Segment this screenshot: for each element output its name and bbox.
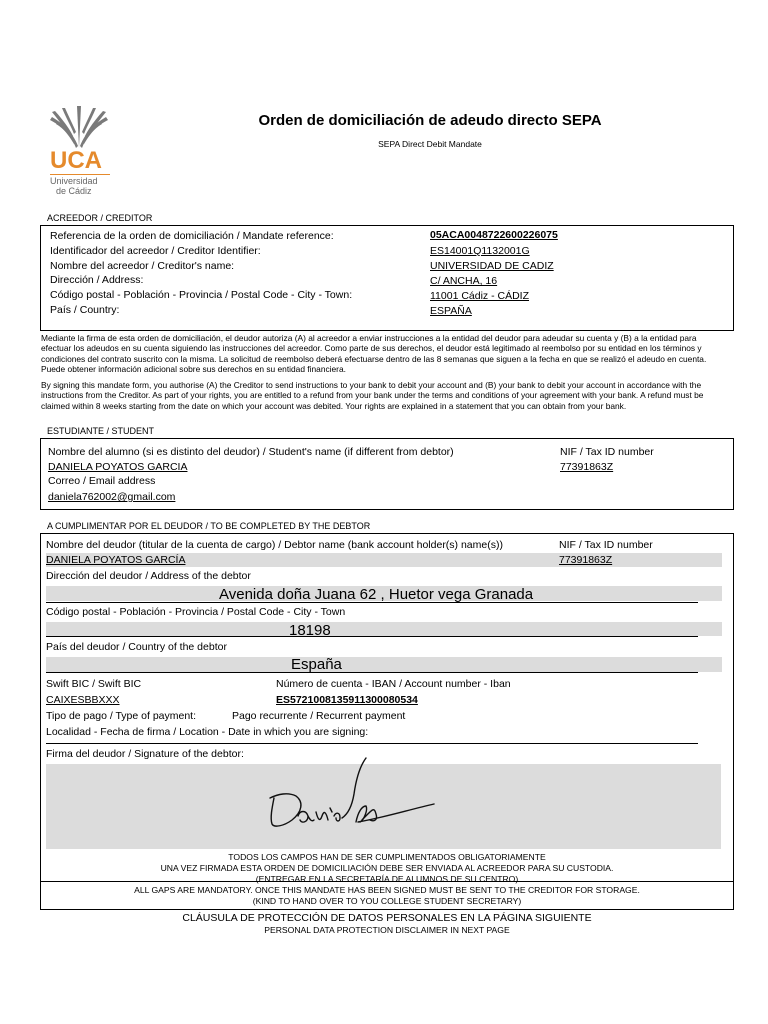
debtor-nif-label: NIF / Tax ID number (559, 539, 653, 551)
payment-type-label: Tipo de pago / Type of payment: (46, 710, 197, 722)
debtor-postal-label: Código postal - Población - Provincia / Postal Code - City - Town (46, 606, 346, 618)
creditor-address-label: Dirección / Address: (50, 274, 144, 286)
legal-text-es: Mediante la firma de esta orden de domiciliación, el deudor autoriza (A) al acreedor a enviar instrucciones a la entidad del deudor para adeudar su cuenta y (B) a la entidad para efectuar los adeudos en su cuenta siguiendo las instrucciones del acreedor. Como parte de sus derechos, el deudor está legitimado al reembolso por su entidad en los términos y condiciones del contrato suscrito con la misma. La solicitud de reembolso deberá efectuarse dentro de las 8 semanas que siguen a la fecha en que se realizó el adeudo en cuenta. Puede obtener información adicional sobre sus derechos en su entidad financiera. (41, 333, 707, 375)
signing-location-line (46, 743, 698, 744)
signing-location-label: Localidad - Fecha de firma / Location - Date in which you are signing: (46, 726, 369, 738)
footer-line-4: ALL GAPS ARE MANDATORY. ONCE THIS MANDATE HAS BEEN SIGNED MUST BE SENT TO THE CREDITOR FOR STORAGE. (134, 885, 640, 895)
page-subtitle: SEPA Direct Debit Mandate (378, 139, 482, 149)
iban-value[interactable]: ES5721008135911300080534 (276, 694, 418, 706)
mandate-reference-value: 05ACA0048722600226075 (430, 229, 558, 241)
debtor-country-field-bg (46, 657, 722, 672)
debtor-country-value[interactable]: España (291, 656, 342, 673)
debtor-postal-field-bg (46, 622, 722, 636)
student-nif-value: 77391863Z (560, 461, 614, 473)
debtor-postal-value[interactable]: 18198 (289, 622, 331, 639)
footer-line-2: UNA VEZ FIRMADA ESTA ORDEN DE DOMICILIACIÓN DEBE SER ENVIADA AL ACREEDOR PARA SU CUSTODIA. (160, 863, 614, 873)
debtor-postal-line (46, 636, 698, 637)
logo-text: UCA (50, 147, 102, 174)
swift-bic-label: Swift BIC / Swift BIC (46, 678, 142, 690)
creditor-postal-value: 11001 Cádiz - CÁDIZ (430, 290, 530, 302)
debtor-name-label: Nombre del deudor (titular de la cuenta de cargo) / Debtor name (bank account holder(s) name(s)) (46, 539, 503, 551)
debtor-country-label: País del deudor / Country of the debtor (46, 641, 227, 653)
data-protection-clause: CLÁUSULA DE PROTECCIÓN DE DATOS PERSONALES EN LA PÁGINA SIGUIENTE (182, 912, 592, 924)
student-name-value: DANIELA POYATOS GARCIA (48, 461, 188, 473)
creditor-name-label: Nombre del acreedor / Creditor's name: (50, 260, 235, 272)
debtor-address-value[interactable]: Avenida doña Juana 62 , Huetor vega Granada (219, 586, 534, 603)
student-nif-label: NIF / Tax ID number (560, 446, 654, 458)
logo-divider (50, 174, 110, 175)
creditor-identifier-value: ES14001Q1132001G (430, 245, 530, 257)
footer-line-3: (ENTREGAR EN LA SECRETARÍA DE ALUMNOS DE SU CENTRO) (255, 874, 519, 884)
creditor-name-value: UNIVERSIDAD DE CADIZ (430, 260, 554, 272)
payment-type-value: Pago recurrente / Recurrent payment (232, 710, 406, 722)
debtor-nif-value[interactable]: 77391863Z (559, 554, 613, 566)
swift-bic-value[interactable]: CAIXESBBXXX (46, 694, 120, 706)
iban-label: Número de cuenta - IBAN / Account number - Iban (276, 678, 511, 690)
creditor-identifier-label: Identificador del acreedor / Creditor Identifier: (50, 245, 261, 257)
page-title: Orden de domiciliación de adeudo directo SEPA (258, 112, 602, 129)
student-email-label: Correo / Email address (48, 475, 156, 487)
student-section-label: ESTUDIANTE / STUDENT (47, 426, 155, 436)
footer-box (40, 848, 734, 910)
creditor-country-value: ESPAÑA (430, 305, 472, 317)
debtor-address-label: Dirección del deudor / Address of the debtor (46, 570, 251, 582)
logo-subtitle-2: de Cádiz (56, 186, 92, 196)
logo-subtitle-1: Universidad (50, 176, 98, 186)
creditor-postal-label: Código postal - Población - Provincia / Postal Code - City - Town: (50, 289, 353, 301)
student-email-value: daniela762002@gmail.com (48, 491, 176, 503)
data-protection-subtitle: PERSONAL DATA PROTECTION DISCLAIMER IN NEXT PAGE (264, 925, 510, 935)
debtor-section-label: A CUMPLIMENTAR POR EL DEUDOR / TO BE COMPLETED BY THE DEBTOR (47, 521, 371, 531)
handwritten-signature (262, 750, 442, 840)
legal-text-en: By signing this mandate form, you authorise (A) the Creditor to send instructions to your bank to debit your account and (B) your bank to debit your account in accordance with the instructions from the Creditor. As part of your rights, you are entitled to a refund from your bank under the terms and conditions of your agreement with your bank. A refund must be claimed within 8 weeks starting from the date on which your account was debited. Your rights are explained in a statement that you can obtain from your bank. (41, 380, 704, 411)
signature-label: Firma del deudor / Signature of the debtor: (46, 748, 244, 760)
creditor-country-label: País / Country: (50, 304, 120, 316)
creditor-section-label: ACREEDOR / CREDITOR (47, 213, 153, 223)
uca-logo (40, 104, 120, 198)
footer-line-1: TODOS LOS CAMPOS HAN DE SER CUMPLIMENTADOS OBLIGATORIAMENTE (228, 852, 546, 862)
footer-line-5: (KIND TO HAND OVER TO YOU COLLEGE STUDENT SECRETARY) (252, 896, 522, 906)
creditor-address-value: C/ ANCHA, 16 (430, 275, 498, 287)
uca-emblem-icon (46, 104, 112, 150)
student-name-label: Nombre del alumno (si es distinto del deudor) / Student's name (if different from debtor) (48, 446, 454, 458)
debtor-name-value[interactable]: DANIELA POYATOS GARCÍA (46, 554, 186, 566)
debtor-country-line (46, 672, 698, 673)
mandate-reference-label: Referencia de la orden de domiciliación / Mandate reference: (50, 230, 334, 242)
